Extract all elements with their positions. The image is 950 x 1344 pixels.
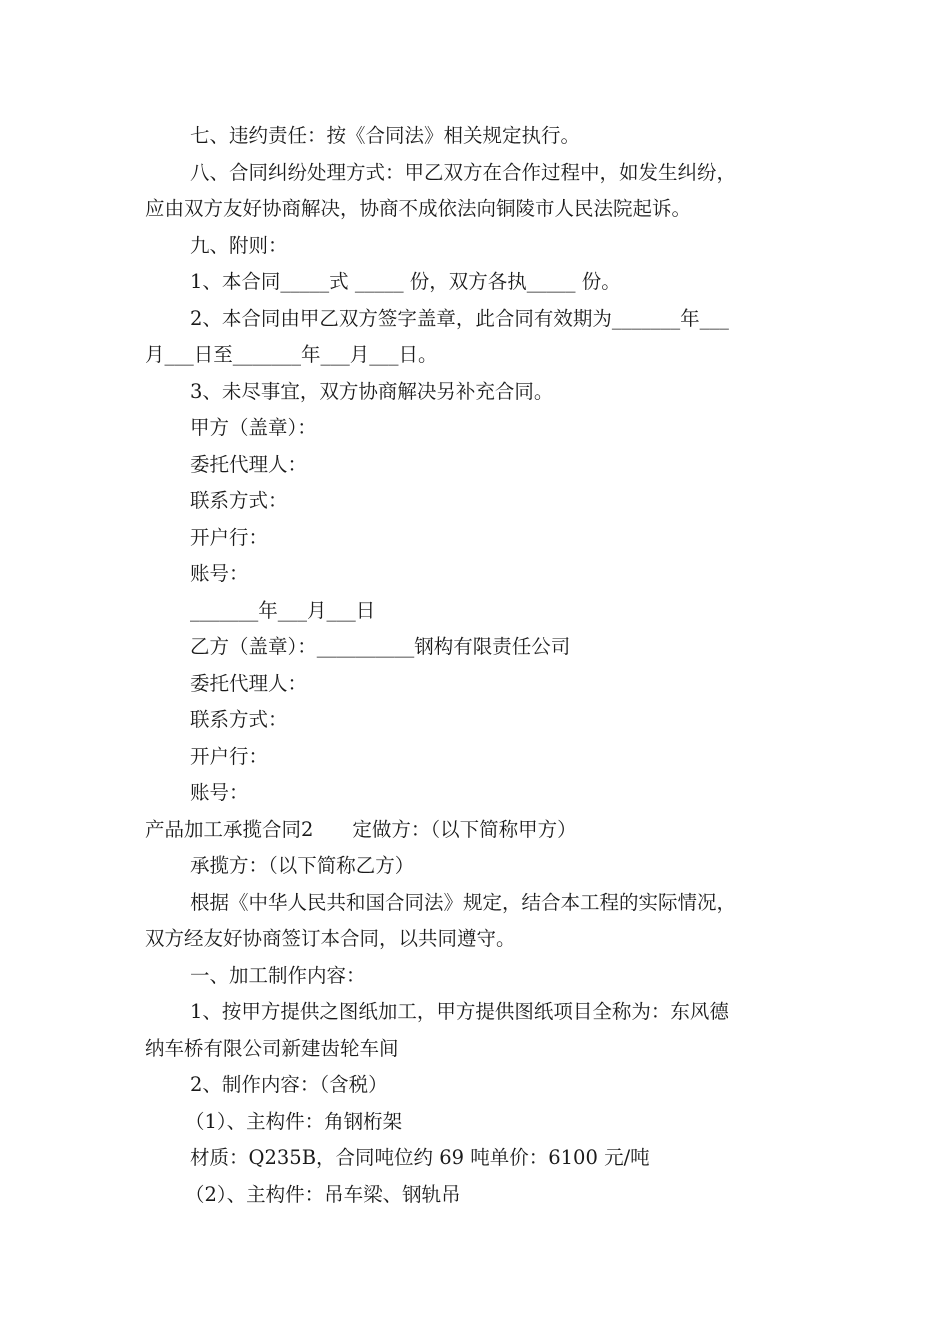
paragraph-line: 产品加工承揽合同2 定做方：（以下简称甲方） [145, 817, 577, 841]
paragraph-line: 承揽方：（以下简称乙方） [190, 854, 415, 877]
paragraph-line: 账号： [190, 562, 249, 585]
paragraph-line: _______年___月___日 [190, 598, 376, 622]
paragraph-line: 账号： [190, 781, 249, 804]
paragraph-line: 1、按甲方提供之图纸加工，甲方提供图纸项目全称为：东风德 [190, 1000, 729, 1023]
paragraph-line: 月___日至_______年___月___日。 [145, 343, 438, 366]
paragraph-line: 委托代理人： [190, 671, 308, 695]
paragraph-line: 3、未尽事宜，双方协商解决另补充合同。 [190, 379, 554, 403]
paragraph-line: （2）、主构件：吊车梁、钢轨吊 [185, 1182, 461, 1206]
paragraph-line: 一、加工制作内容： [190, 963, 366, 987]
paragraph-line: 纳车桥有限公司新建齿轮车间 [145, 1036, 399, 1060]
paragraph-line: 联系方式： [190, 489, 288, 512]
paragraph-line: 七、违约责任：按《合同法》相关规定执行。 [190, 124, 581, 147]
paragraph-line: 根据《中华人民共和国合同法》规定，结合本工程的实际情况， [190, 890, 737, 914]
paragraph-line: 九、附则： [190, 233, 288, 257]
paragraph-line: 开户行： [190, 525, 269, 549]
document-body [145, 118, 825, 1213]
paragraph-line: 联系方式： [190, 708, 288, 731]
paragraph-line: 乙方（盖章）：__________钢构有限责任公司 [190, 635, 571, 658]
paragraph-line: 2、本合同由甲乙双方签字盖章，此合同有效期为_______年___ [190, 306, 729, 330]
paragraph-line: 委托代理人： [190, 452, 308, 476]
paragraph-line: 2、制作内容：（含税） [190, 1073, 388, 1096]
paragraph-line: 八、合同纠纷处理方式：甲乙双方在合作过程中，如发生纠纷， [190, 160, 737, 184]
paragraph-line: （1）、主构件：角钢桁架 [185, 1109, 403, 1133]
paragraph-line: 1、本合同_____式 _____ 份，双方各执_____ 份。 [190, 270, 621, 293]
paragraph-line: 开户行： [190, 744, 269, 768]
paragraph-line: 材质：Q235B，合同吨位约 69 吨单价：6100 元/吨 [190, 1146, 650, 1169]
paragraph-line: 应由双方友好协商解决，协商不成依法向铜陵市人民法院起诉。 [145, 197, 692, 220]
paragraph-line: 甲方（盖章）： [190, 416, 317, 439]
paragraph-line: 双方经友好协商签订本合同，以共同遵守。 [145, 927, 516, 950]
